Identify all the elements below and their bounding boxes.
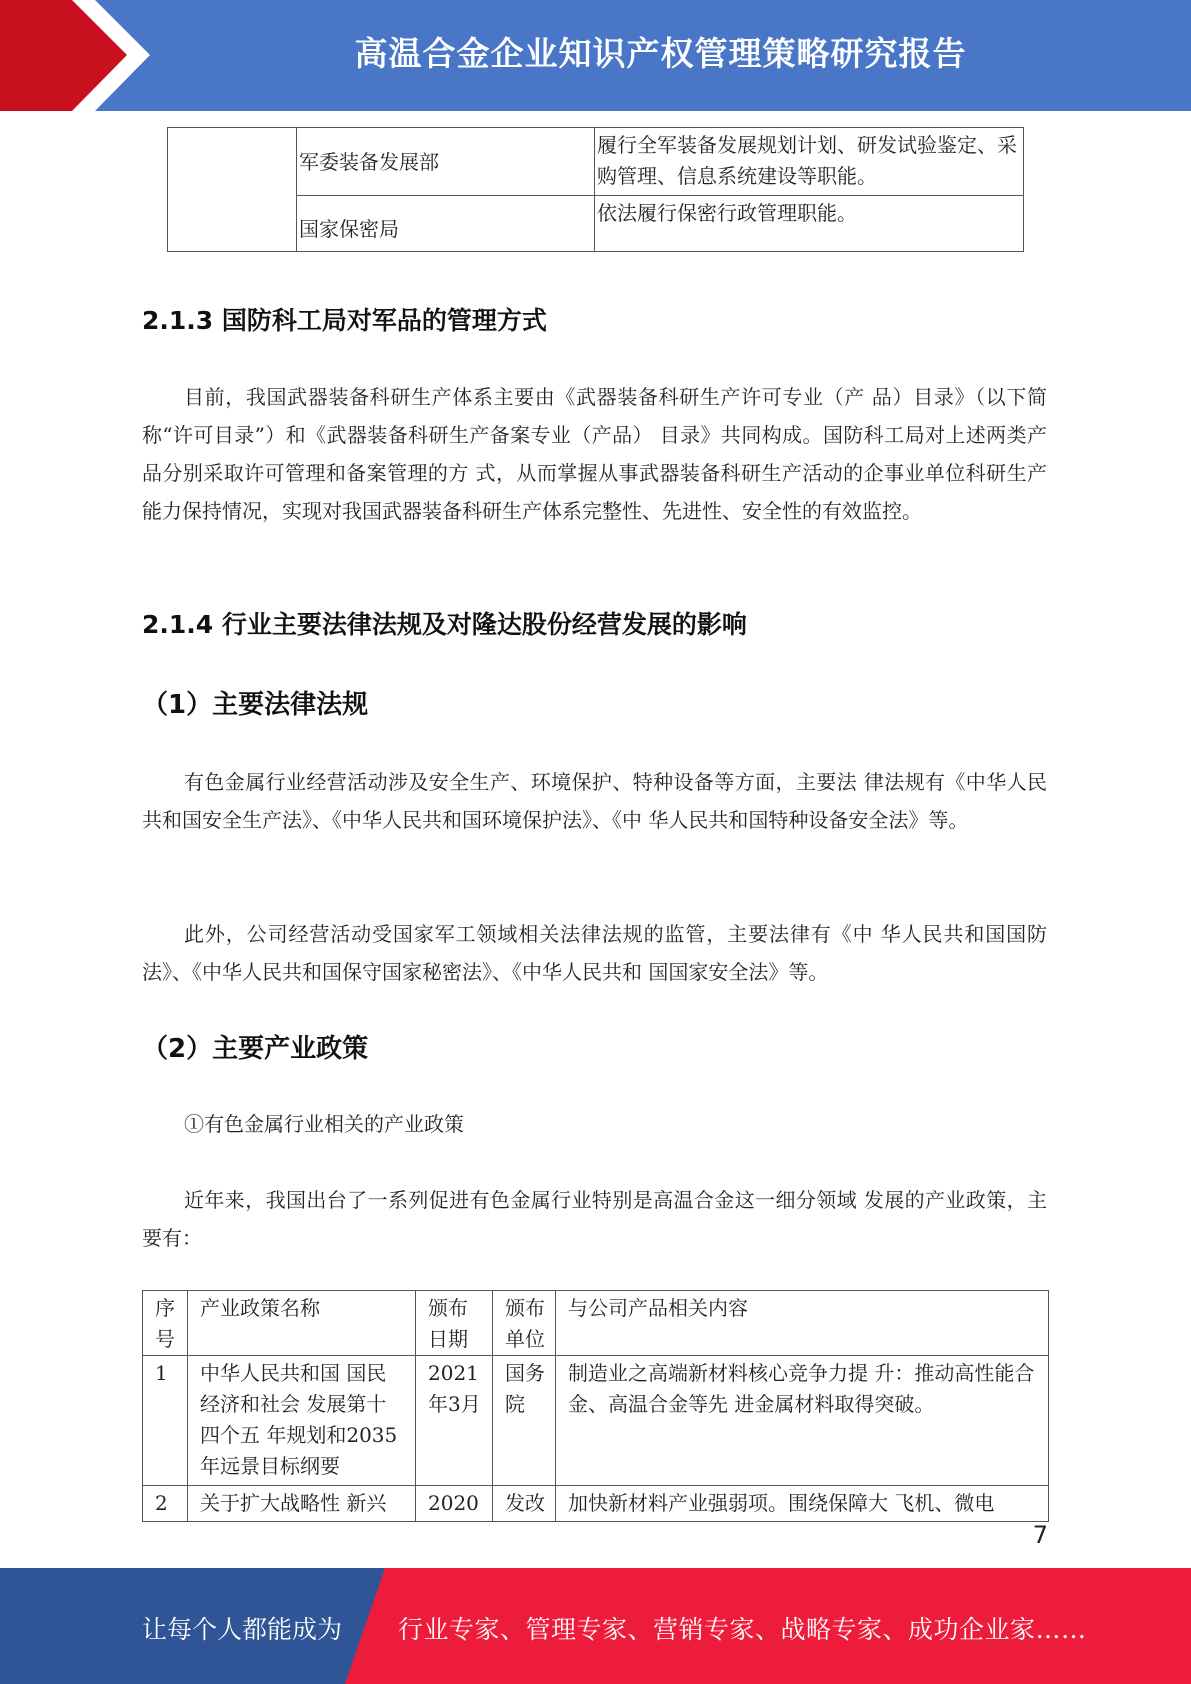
cell-no: 1 — [143, 1356, 188, 1486]
page-footer — [0, 1568, 1191, 1684]
cell-policy-name: 关于扩大战略性 新兴 — [188, 1486, 416, 1522]
column-header-date: 颁布日期 — [416, 1291, 493, 1356]
industry-policy-table — [142, 1290, 1049, 1522]
table-row — [168, 128, 1024, 196]
table-cell-duty: 依法履行保密行政管理职能。 — [595, 196, 1024, 252]
page-header — [0, 0, 1191, 111]
page-number: 7 — [1032, 1521, 1048, 1549]
cell-policy-name: 中华人民共和国 国民经济和社会 发展第十四个五 年规划和2035年远景目标纲要 — [188, 1356, 416, 1486]
policy-intro-paragraph: 近年来，我国出台了一系列促进有色金属行业特别是高温合金这一细分领域 发展的产业政策，主要有： — [142, 1188, 1047, 1250]
column-header-policy-name: 产业政策名称 — [188, 1291, 416, 1356]
footer-slogan-right: 行业专家、管理专家、营销专家、战略专家、成功企业家…… — [398, 1615, 1087, 1644]
subsection-heading-laws: （1）主要法律法规 — [142, 690, 369, 720]
cell-issuer: 国务院 — [493, 1356, 556, 1486]
section-heading-2-1-3: 2.1.3 国防科工局对军品的管理方式 — [142, 306, 547, 335]
table-cell-category — [168, 128, 297, 252]
cell-date: 2020 — [416, 1486, 493, 1522]
table-row — [143, 1356, 1049, 1486]
table-row — [143, 1486, 1049, 1522]
cell-content: 制造业之高端新材料核心竞争力提 升：推动高性能合金、高温合金等先 进金属材料取得突破。 — [556, 1356, 1049, 1486]
header-arrow-decoration — [0, 0, 150, 111]
column-header-content: 与公司产品相关内容 — [556, 1291, 1049, 1356]
cell-issuer: 发改 — [493, 1486, 556, 1522]
policy-list-item: ①有色金属行业相关的产业政策 — [184, 1112, 464, 1136]
section-2-1-3-paragraph: 目前，我国武器装备科研生产体系主要由《武器装备科研生产许可专业（产 品）目录》（以下简称“许可目录”）和《武器装备科研生产备案专业（产品） 目录》共同构成。国防科工局对上述两类产品分别采取许可管理和备案管理的方 式，从而掌握从事武器装备科研生产活动的企事业单位科研生产能力保持情况，实现对我国武器装备科研生产体系完整性、先进性、安全性的有效监控。 — [142, 385, 1047, 523]
section-heading-2-1-4: 2.1.4 行业主要法律法规及对隆达股份经营发展的影响 — [142, 610, 747, 639]
laws-paragraph-2: 此外，公司经营活动受国家军工领域相关法律法规的监管，主要法律有《中 华人民共和国国防法》、《中华人民共和国保守国家秘密法》、《中华人民共和 国国家安全法》等。 — [142, 922, 1047, 984]
column-header-issuer: 颁布单位 — [493, 1291, 556, 1356]
table-cell-duty: 履行全军装备发展规划计划、研发试验鉴定、采购管理、信息系统建设等职能。 — [595, 128, 1024, 196]
table-cell-department: 国家保密局 — [297, 196, 595, 252]
cell-no: 2 — [143, 1486, 188, 1522]
departments-table — [167, 127, 1024, 252]
table-row — [168, 196, 1024, 252]
report-title: 高温合金企业知识产权管理策略研究报告 — [354, 34, 967, 73]
table-cell-department: 军委装备发展部 — [297, 128, 595, 196]
laws-paragraph-1: 有色金属行业经营活动涉及安全生产、环境保护、特种设备等方面，主要法 律法规有《中华人民共和国安全生产法》、《中华人民共和国环境保护法》、《中 华人民共和国特种设备安全法》等。 — [142, 770, 1047, 832]
cell-content: 加快新材料产业强弱项。围绕保障大 飞机、微电 — [556, 1486, 1049, 1522]
column-header-no: 序号 — [143, 1291, 188, 1356]
footer-slogan-left: 让每个人都能成为 — [142, 1615, 343, 1644]
table-header-row — [143, 1291, 1049, 1356]
cell-date: 2021年3月 — [416, 1356, 493, 1486]
subsection-heading-policies: （2）主要产业政策 — [142, 1034, 369, 1064]
